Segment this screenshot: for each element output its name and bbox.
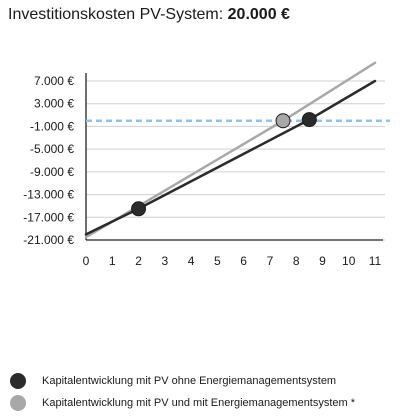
x-tick-label: 7 [266, 254, 274, 268]
y-tick-label: -1.000 € [29, 119, 74, 134]
x-tick-label: 1 [108, 254, 116, 268]
legend-label-ohne: Kapitalentwicklung mit PV ohne Energiemanagementsystem [42, 375, 337, 387]
y-tick-label: -9.000 € [29, 164, 74, 179]
series-marker-ohne-1 [302, 113, 316, 127]
x-tick-label: 6 [240, 254, 247, 268]
y-tick-label: -5.000 € [29, 142, 74, 157]
y-tick-label: 3.000 € [33, 96, 74, 111]
legend-item-mit [10, 393, 398, 415]
x-tick-label: 3 [161, 254, 169, 268]
x-tick-label: 2 [135, 254, 142, 268]
x-tick-label: 8 [292, 254, 300, 268]
y-tick-label: -17.000 € [23, 210, 74, 225]
y-tick-label: -13.000 € [23, 187, 74, 202]
series-marker-mit-0 [276, 114, 290, 128]
legend-label-mit: Kapitalentwicklung mit PV und mit Energiemanagementsystem * [42, 397, 356, 409]
legend-marker-ohne [10, 373, 26, 389]
legend-marker-mit [10, 395, 26, 411]
y-tick-label: -21.000 € [23, 233, 74, 247]
x-tick-label: 10 [342, 254, 356, 268]
x-tick-label: 5 [214, 254, 221, 268]
x-tick-label: 9 [319, 254, 326, 268]
legend-item-ohne [10, 371, 398, 393]
chart-title-text: Investitionskosten PV-System: [8, 6, 228, 23]
y-tick-label: 7.000 € [33, 74, 74, 88]
x-tick-label: 0 [82, 254, 90, 268]
x-tick-label: 4 [187, 254, 195, 268]
series-line-mit [86, 63, 375, 237]
chart-title-amount: 20.000 € [227, 6, 290, 23]
x-tick-label: 11 [368, 254, 382, 268]
series-marker-ohne-0 [132, 202, 146, 216]
